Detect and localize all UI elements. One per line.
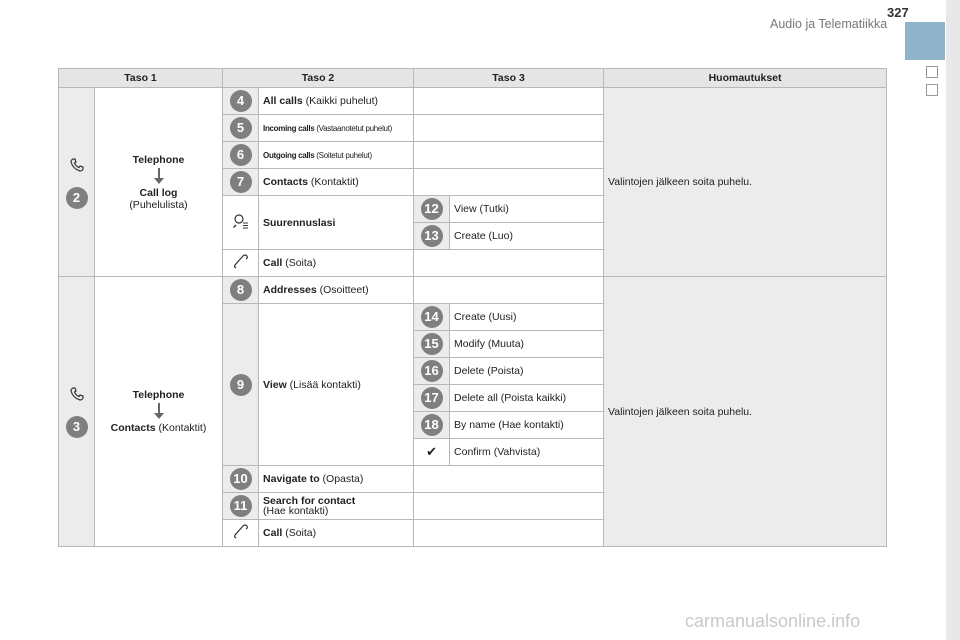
level3-delete-all: Delete all (Poista kaikki)	[450, 385, 604, 412]
level2-call	[259, 250, 414, 277]
label-bold: Outgoing calls	[263, 150, 315, 160]
chapter-title: Audio ja Telematiikka	[770, 17, 888, 31]
badge-cell	[223, 277, 259, 304]
badge-cell	[414, 331, 450, 358]
group2-sub-fi: (Kontaktit)	[155, 422, 207, 434]
label-fi: (Soita)	[282, 527, 317, 539]
group1-level1	[95, 88, 223, 277]
badge-cell	[414, 412, 450, 439]
level3-delete: Delete (Poista)	[450, 358, 604, 385]
empty-cell	[414, 250, 604, 277]
level2-all-calls	[259, 88, 414, 115]
level2-view	[259, 304, 414, 466]
badge-cell	[414, 196, 450, 223]
badge-7: 7	[230, 171, 252, 193]
menu-table	[58, 68, 887, 547]
page-number: 327	[887, 5, 909, 20]
badge-2: 2	[66, 187, 88, 209]
level2-contacts	[259, 169, 414, 196]
group1-sub-fi: (Puhelulista)	[129, 198, 188, 211]
page-edge	[946, 0, 960, 640]
label-fi: (Osoitteet)	[316, 284, 369, 296]
badge-14: 14	[421, 306, 443, 328]
label-fi: (Hae kontakti)	[263, 505, 329, 517]
side-box-2	[926, 84, 938, 96]
badge-cell	[414, 304, 450, 331]
group1-remark: Valintojen jälkeen soita puhelu.	[604, 88, 887, 277]
group2-icon-cell	[59, 277, 95, 547]
group2-title: Telephone	[132, 389, 185, 401]
badge-cell	[223, 493, 259, 520]
badge-4: 4	[230, 90, 252, 112]
badge-9: 9	[230, 374, 252, 396]
empty-cell	[414, 169, 604, 196]
empty-cell	[414, 493, 604, 520]
label-bold: Call	[263, 257, 283, 269]
checkmark-icon-cell	[414, 439, 450, 466]
badge-cell	[414, 223, 450, 250]
level3-confirm: Confirm (Vahvista)	[450, 439, 604, 466]
badge-cell	[223, 169, 259, 196]
badge-16: 16	[421, 360, 443, 382]
badge-6: 6	[230, 144, 252, 166]
label-fi: (Soitetut puhelut)	[314, 150, 372, 160]
level2-outgoing-calls	[259, 142, 414, 169]
badge-cell	[223, 88, 259, 115]
badge-18: 18	[421, 414, 443, 436]
group2-remark: Valintojen jälkeen soita puhelu.	[604, 277, 887, 547]
badge-cell	[223, 142, 259, 169]
empty-cell	[414, 466, 604, 493]
label-fi: (Kaikki puhelut)	[302, 95, 379, 107]
badge-cell	[223, 115, 259, 142]
empty-cell	[414, 277, 604, 304]
badge-cell	[223, 466, 259, 493]
badge-8: 8	[230, 279, 252, 301]
badge-15: 15	[421, 333, 443, 355]
level2-incoming-calls	[259, 115, 414, 142]
handset-icon	[232, 253, 250, 271]
empty-cell	[414, 88, 604, 115]
badge-10: 10	[230, 468, 252, 490]
call-icon-cell	[223, 250, 259, 277]
badge-5: 5	[230, 117, 252, 139]
badge-12: 12	[421, 198, 443, 220]
label-fi: (Vastaanotetut puhelut)	[314, 123, 392, 133]
group1-title: Telephone	[132, 153, 185, 166]
badge-cell	[414, 385, 450, 412]
phone-book-icon	[63, 156, 90, 177]
phone-book-icon	[63, 385, 90, 406]
level2-search	[259, 493, 414, 520]
badge-cell	[414, 358, 450, 385]
empty-cell	[414, 142, 604, 169]
magnifier-icon	[232, 212, 250, 230]
level3-create: Create (Luo)	[450, 223, 604, 250]
handset-icon	[232, 523, 250, 541]
label-fi: (Kontaktit)	[307, 176, 359, 188]
badge-3: 3	[66, 416, 88, 438]
magnifier-icon-cell	[223, 196, 259, 250]
header-remarks: Huomautukset	[604, 69, 887, 88]
level3-by-name: By name (Hae kontakti)	[450, 412, 604, 439]
badge-11: 11	[230, 495, 252, 517]
label-fi: (Opasta)	[319, 473, 364, 485]
label-bold: Contacts	[263, 176, 308, 188]
label-bold: Incoming calls	[263, 123, 315, 133]
label-bold: Call	[263, 527, 283, 539]
header-level2: Taso 2	[223, 69, 414, 88]
header-level1: Taso 1	[59, 69, 223, 88]
label-bold: View	[263, 378, 287, 391]
empty-cell	[414, 115, 604, 142]
label-fi: (Lisää kontakti)	[286, 378, 361, 391]
group2-sub: Contacts	[110, 422, 156, 434]
level2-navigate	[259, 466, 414, 493]
chapter-tab	[905, 22, 945, 60]
level2-addresses	[259, 277, 414, 304]
arrow-down-icon	[158, 168, 160, 180]
level3-create: Create (Uusi)	[450, 304, 604, 331]
label-bold: Addresses	[263, 284, 317, 296]
group1-sub: Call log	[139, 186, 178, 199]
label-bold: All calls	[263, 95, 303, 107]
label-bold: Search for contact	[263, 495, 356, 507]
group2-sub-line	[99, 422, 218, 434]
badge-cell	[223, 304, 259, 466]
label-fi: (Soita)	[282, 257, 317, 269]
level3-view: View (Tutki)	[450, 196, 604, 223]
label-bold: Navigate to	[263, 473, 320, 485]
badge-13: 13	[421, 225, 443, 247]
watermark: carmanualsonline.info	[685, 611, 861, 631]
arrow-down-icon	[158, 403, 160, 415]
level2-magnifier: Suurennuslasi	[259, 196, 414, 250]
call-icon-cell	[223, 520, 259, 547]
checkmark-icon: ✔	[426, 444, 437, 459]
side-box-1	[926, 66, 938, 78]
level3-modify: Modify (Muuta)	[450, 331, 604, 358]
header-level3: Taso 3	[414, 69, 604, 88]
group2-level1	[95, 277, 223, 547]
group1-icon-cell	[59, 88, 95, 277]
empty-cell	[414, 520, 604, 547]
level2-call	[259, 520, 414, 547]
badge-17: 17	[421, 387, 443, 409]
